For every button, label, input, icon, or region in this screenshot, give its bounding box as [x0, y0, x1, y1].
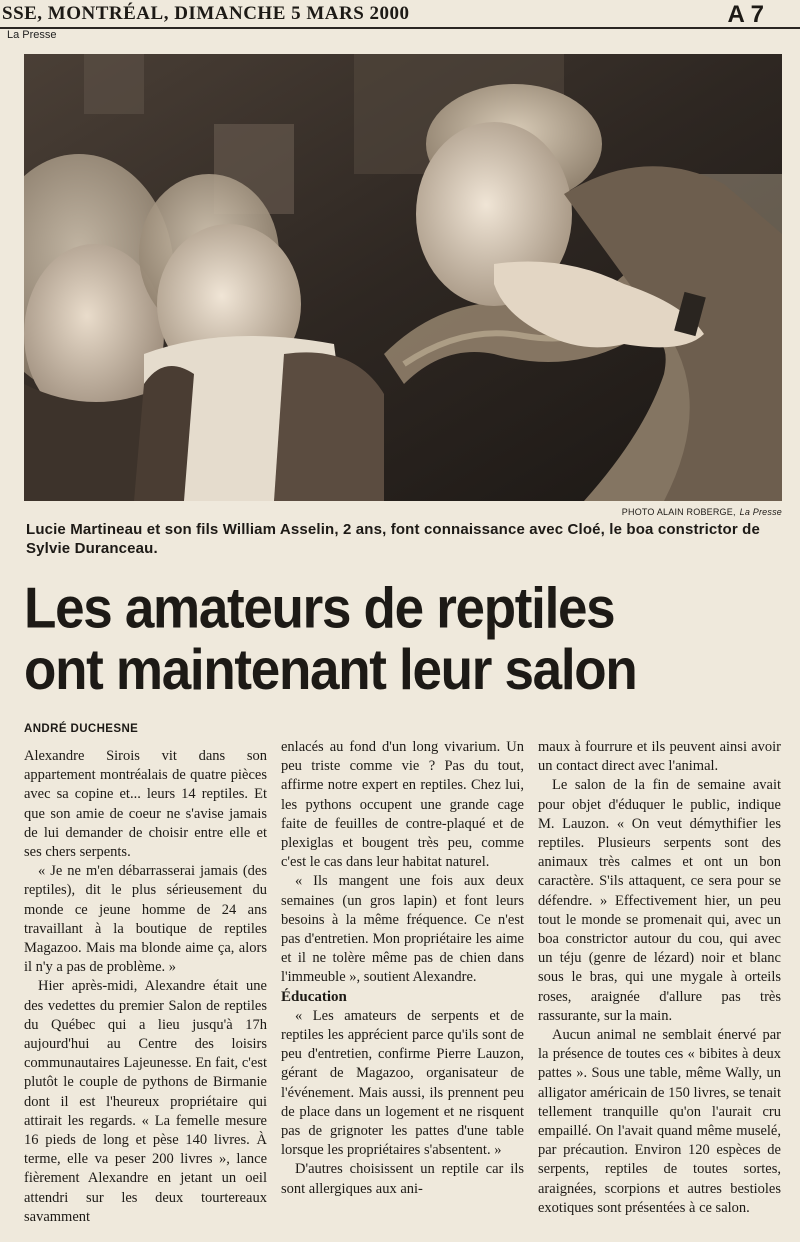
article-column-3: [538, 738, 781, 1218]
article-headline: [24, 578, 784, 701]
paragraph: Alexandre Sirois vit dans son appartement montréalais de quatre pièces avec sa copine et... leurs 14 reptiles. Et que son amie de coeur ne s'avise jamais de lui demander de choisir entre elle et ses chers serpents.: [24, 748, 267, 861]
header-dateline: SSE, MONTRÉAL, DIMANCHE 5 MARS 2000: [2, 3, 410, 24]
paragraph: maux à fourrure et ils peuvent ainsi avoir un contact direct avec l'animal.: [538, 739, 781, 775]
paragraph: « Les amateurs de serpents et de reptiles les apprécient parce qu'ils sont de peu d'entretien, confirme Pierre Lauzon, gérant de Magazoo, organisateur de l'événement. Mais aussi, ils prennent peu de place dans un logement et ne risquent pas de grignoter les pattes d'une table lorsque les propriétaires s'absentent. »: [281, 1007, 524, 1159]
photo-caption: Lucie Martineau et son fils William Asselin, 2 ans, font connaissance avec Cloé, le boa constrictor de Sylvie Duranceau.: [26, 521, 760, 557]
source-label: La Presse: [7, 29, 57, 41]
photo-credit: [622, 507, 782, 517]
headline-line-2: ont maintenant leur salon: [24, 638, 637, 703]
page-number: A 7: [727, 1, 764, 28]
paragraph: « Ils mangent une fois aux deux semaines (un gros lapin) et font leurs besoins à la même fréquence. Ce n'est pas d'entretien. Mon propriétaire les aime et il ne tolère même pas de chien dans l'immeuble », soutient Alexandre.: [281, 873, 524, 986]
photo-credit-publication: La Presse: [739, 507, 782, 517]
headline-line-1: Les amateurs de reptiles: [24, 576, 615, 641]
paragraph: D'autres choisissent un reptile car ils sont allergiques aux ani-: [281, 1161, 524, 1197]
paragraph: Aucun animal ne semblait énervé par la présence de toutes ces « bibites à deux pattes ». Sous une table, même Wally, un alligator américain de 150 livres, se tenait tellement tranquille qu'on l'aurait cru empaillé. On l'avait quand même muselé, par précaution. Environ 120 espèces de serpents, reptiles de toutes sortes, araignées, scorpions et autres bestioles exotiques sont présentées à ce salon.: [538, 1027, 781, 1216]
section-subhead: Éducation: [281, 988, 347, 1005]
paragraph: Hier après-midi, Alexandre était une des vedettes du premier Salon de reptiles du Québec qui a lieu jusqu'à 17h aujourd'hui au Centre des loisirs communautaires Lajeunesse. En fait, c'est plutôt le couple de pythons de Birmanie dont il est l'heureux propriétaire qui attirait les regards. « La femelle mesure 16 pieds de long et pèse 140 livres. À terme, elle va peser 200 livres », lance fièrement Alexandre en jetant un oeil attendri sur les deux tourtereaux savamment: [24, 978, 267, 1225]
article-column-2: [281, 738, 524, 1199]
paragraph: enlacés au fond d'un long vivarium. Un peu triste comme vie ? Pas du tout, affirme notre expert en reptiles. Chez lui, les pythons occupent une grande cage faite de feuilles de contre-plaqué et de plexiglas et bougent très peu, comme c'est le cas dans leur habitat naturel.: [281, 739, 524, 871]
paragraph: Le salon de la fin de semaine avait pour objet d'éduquer le public, indique M. Lauzon. « On veut démythifier les reptiles. Plusieurs serpents sont des animaux très calmes et ont un bon caractère. S'ils attaquent, ce sera pour se défendre. » Effectivement hier, un peu tout le monde se promenait qui, avec un boa constrictor autour du cou, qui avec un téju (genre de lézard) noir et blanc sous le bras, qui une mygale à orteils roses, araignée d'allure pas très rassurante, sur la main.: [538, 777, 781, 1024]
byline: ANDRÉ DUCHESNE: [24, 723, 139, 735]
photo-credit-text: PHOTO ALAIN ROBERGE,: [621, 507, 736, 517]
article-column-1: [24, 747, 267, 1227]
page-header: [0, 0, 800, 29]
paragraph: « Je ne m'en débarrasserai jamais (des reptiles), dit le plus sérieusement du monde ce jeune homme de 24 ans travaillant à la boutique de reptiles Magazoo. Mais ma blonde aime ça, alors il n'y a pas de problème. »: [24, 863, 267, 976]
article-photo: [24, 54, 782, 501]
